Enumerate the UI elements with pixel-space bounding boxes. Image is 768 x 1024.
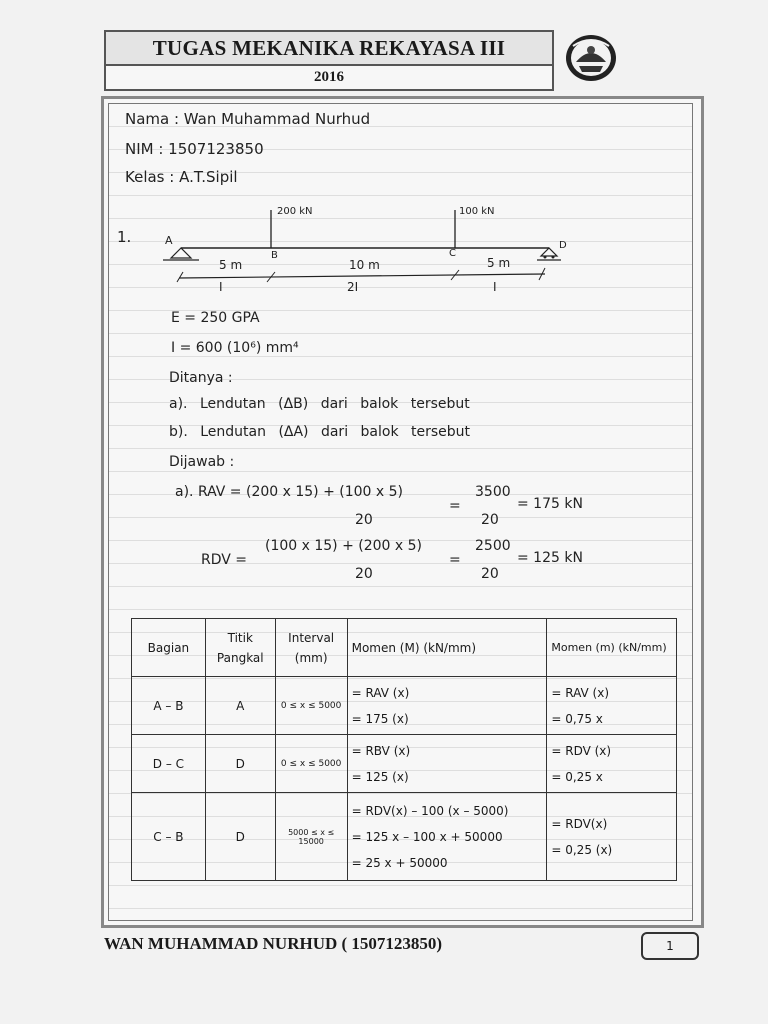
row-bagian: A – B [132,677,206,735]
row-momen-2 [547,793,677,881]
header-bagian: Bagian [132,619,206,677]
e-value: E = 250 GPA [171,310,260,326]
rav-result: = 175 kN [517,496,583,512]
momen-1-line: = 175 (x) [351,711,409,726]
rdv-fraction-num: 2500 [475,538,511,554]
momen-2-line: = RDV(x) [551,816,608,831]
row-momen-2 [547,677,677,735]
row-momen-1 [347,793,547,881]
point-b-label: B [271,250,278,261]
row-titik: A [205,677,275,735]
table-row [132,677,677,735]
header-titik [205,619,275,677]
table-header-row [132,619,677,677]
document-year: 2016 [314,68,344,85]
row-momen-1 [347,677,547,735]
row-interval: 5000 ≤ x ≤ 15000 [275,793,347,881]
load-b-label: 200 kN [277,206,313,217]
moment-table [131,618,677,881]
header-interval [275,619,347,677]
point-a-label: A [165,234,173,247]
asked-a: a). Lendutan (ΔB) dari balok tersebut [169,396,470,412]
header-momen-1: Momen (M) (kN/mm) [347,619,547,677]
rav-fraction-num: 3500 [475,484,511,500]
inertia-cd-label: I [493,280,497,294]
header-titik-line2: Pangkal [216,650,264,665]
momen-1-line: = 125 (x) [351,769,409,784]
problem-number: 1. [117,228,132,246]
momen-1-line: = RBV (x) [351,743,411,758]
point-c-label: C [449,248,456,259]
i-value: I = 600 (10⁶) mm⁴ [171,340,299,356]
momen-1-line: = RDV(x) – 100 (x – 5000) [351,803,509,818]
university-seal-icon [564,32,618,84]
page-number: 1 [641,932,699,960]
name-line: Nama : Wan Muhammad Nurhud [125,110,371,128]
kelas-line: Kelas : A.T.Sipil [125,168,238,186]
table-row [132,735,677,793]
title-box [104,30,554,91]
answer-label: Dijawab : [169,454,235,470]
rdv-result: = 125 kN [517,550,583,566]
rav-numerator: a). RAV = (200 x 15) + (100 x 5) [175,484,404,500]
row-bagian: C – B [132,793,206,881]
load-c-label: 100 kN [459,206,495,217]
inertia-ab-label: I [219,280,223,294]
rdv-equals: = [449,552,461,568]
header-interval-line1: Interval [288,630,335,645]
momen-2-line: = RDV (x) [551,743,612,758]
span-cd-label: 5 m [487,256,511,270]
row-bagian: D – C [132,735,206,793]
momen-2-line: = 0,25 (x) [551,842,613,857]
rdv-label: RDV = [201,552,248,568]
table-row [132,793,677,881]
header-momen-2: Momen (m) (kN/mm) [547,619,677,677]
rdv-denominator: 20 [355,566,373,582]
row-interval: 0 ≤ x ≤ 5000 [275,735,347,793]
rav-denominator: 20 [355,512,373,528]
row-titik: D [205,735,275,793]
document-title: TUGAS MEKANIKA REKAYASA III [106,32,552,66]
lined-paper [108,103,693,921]
momen-2-line: = 0,75 x [551,711,603,726]
beam-diagram [153,204,573,304]
footer-author: WAN MUHAMMAD NURHUD ( 1507123850) [104,934,443,953]
row-titik: D [205,793,275,881]
momen-1-line: = 125 x – 100 x + 50000 [351,829,503,844]
rav-fraction-den: 20 [481,512,499,528]
nim-line: NIM : 1507123850 [125,140,264,158]
rav-equals: = [449,498,461,514]
asked-label: Ditanya : [169,370,233,386]
row-momen-1 [347,735,547,793]
header-titik-line1: Titik [227,630,253,645]
rdv-fraction-den: 20 [481,566,499,582]
row-momen-2 [547,735,677,793]
inertia-bc-label: 2I [347,280,359,294]
span-ab-label: 5 m [219,258,243,272]
momen-2-line: = 0,25 x [551,769,603,784]
span-bc-label: 10 m [349,258,380,272]
worksheet-frame [101,96,704,928]
momen-2-line: = RAV (x) [551,685,610,700]
momen-1-line: = RAV (x) [351,685,410,700]
momen-1-line: = 25 x + 50000 [351,855,448,870]
row-interval: 0 ≤ x ≤ 5000 [275,677,347,735]
point-d-label: D [559,240,567,251]
header-interval-line2: (mm) [294,650,328,665]
rdv-numerator: (100 x 15) + (200 x 5) [265,538,423,554]
asked-b: b). Lendutan (ΔA) dari balok tersebut [169,424,471,440]
